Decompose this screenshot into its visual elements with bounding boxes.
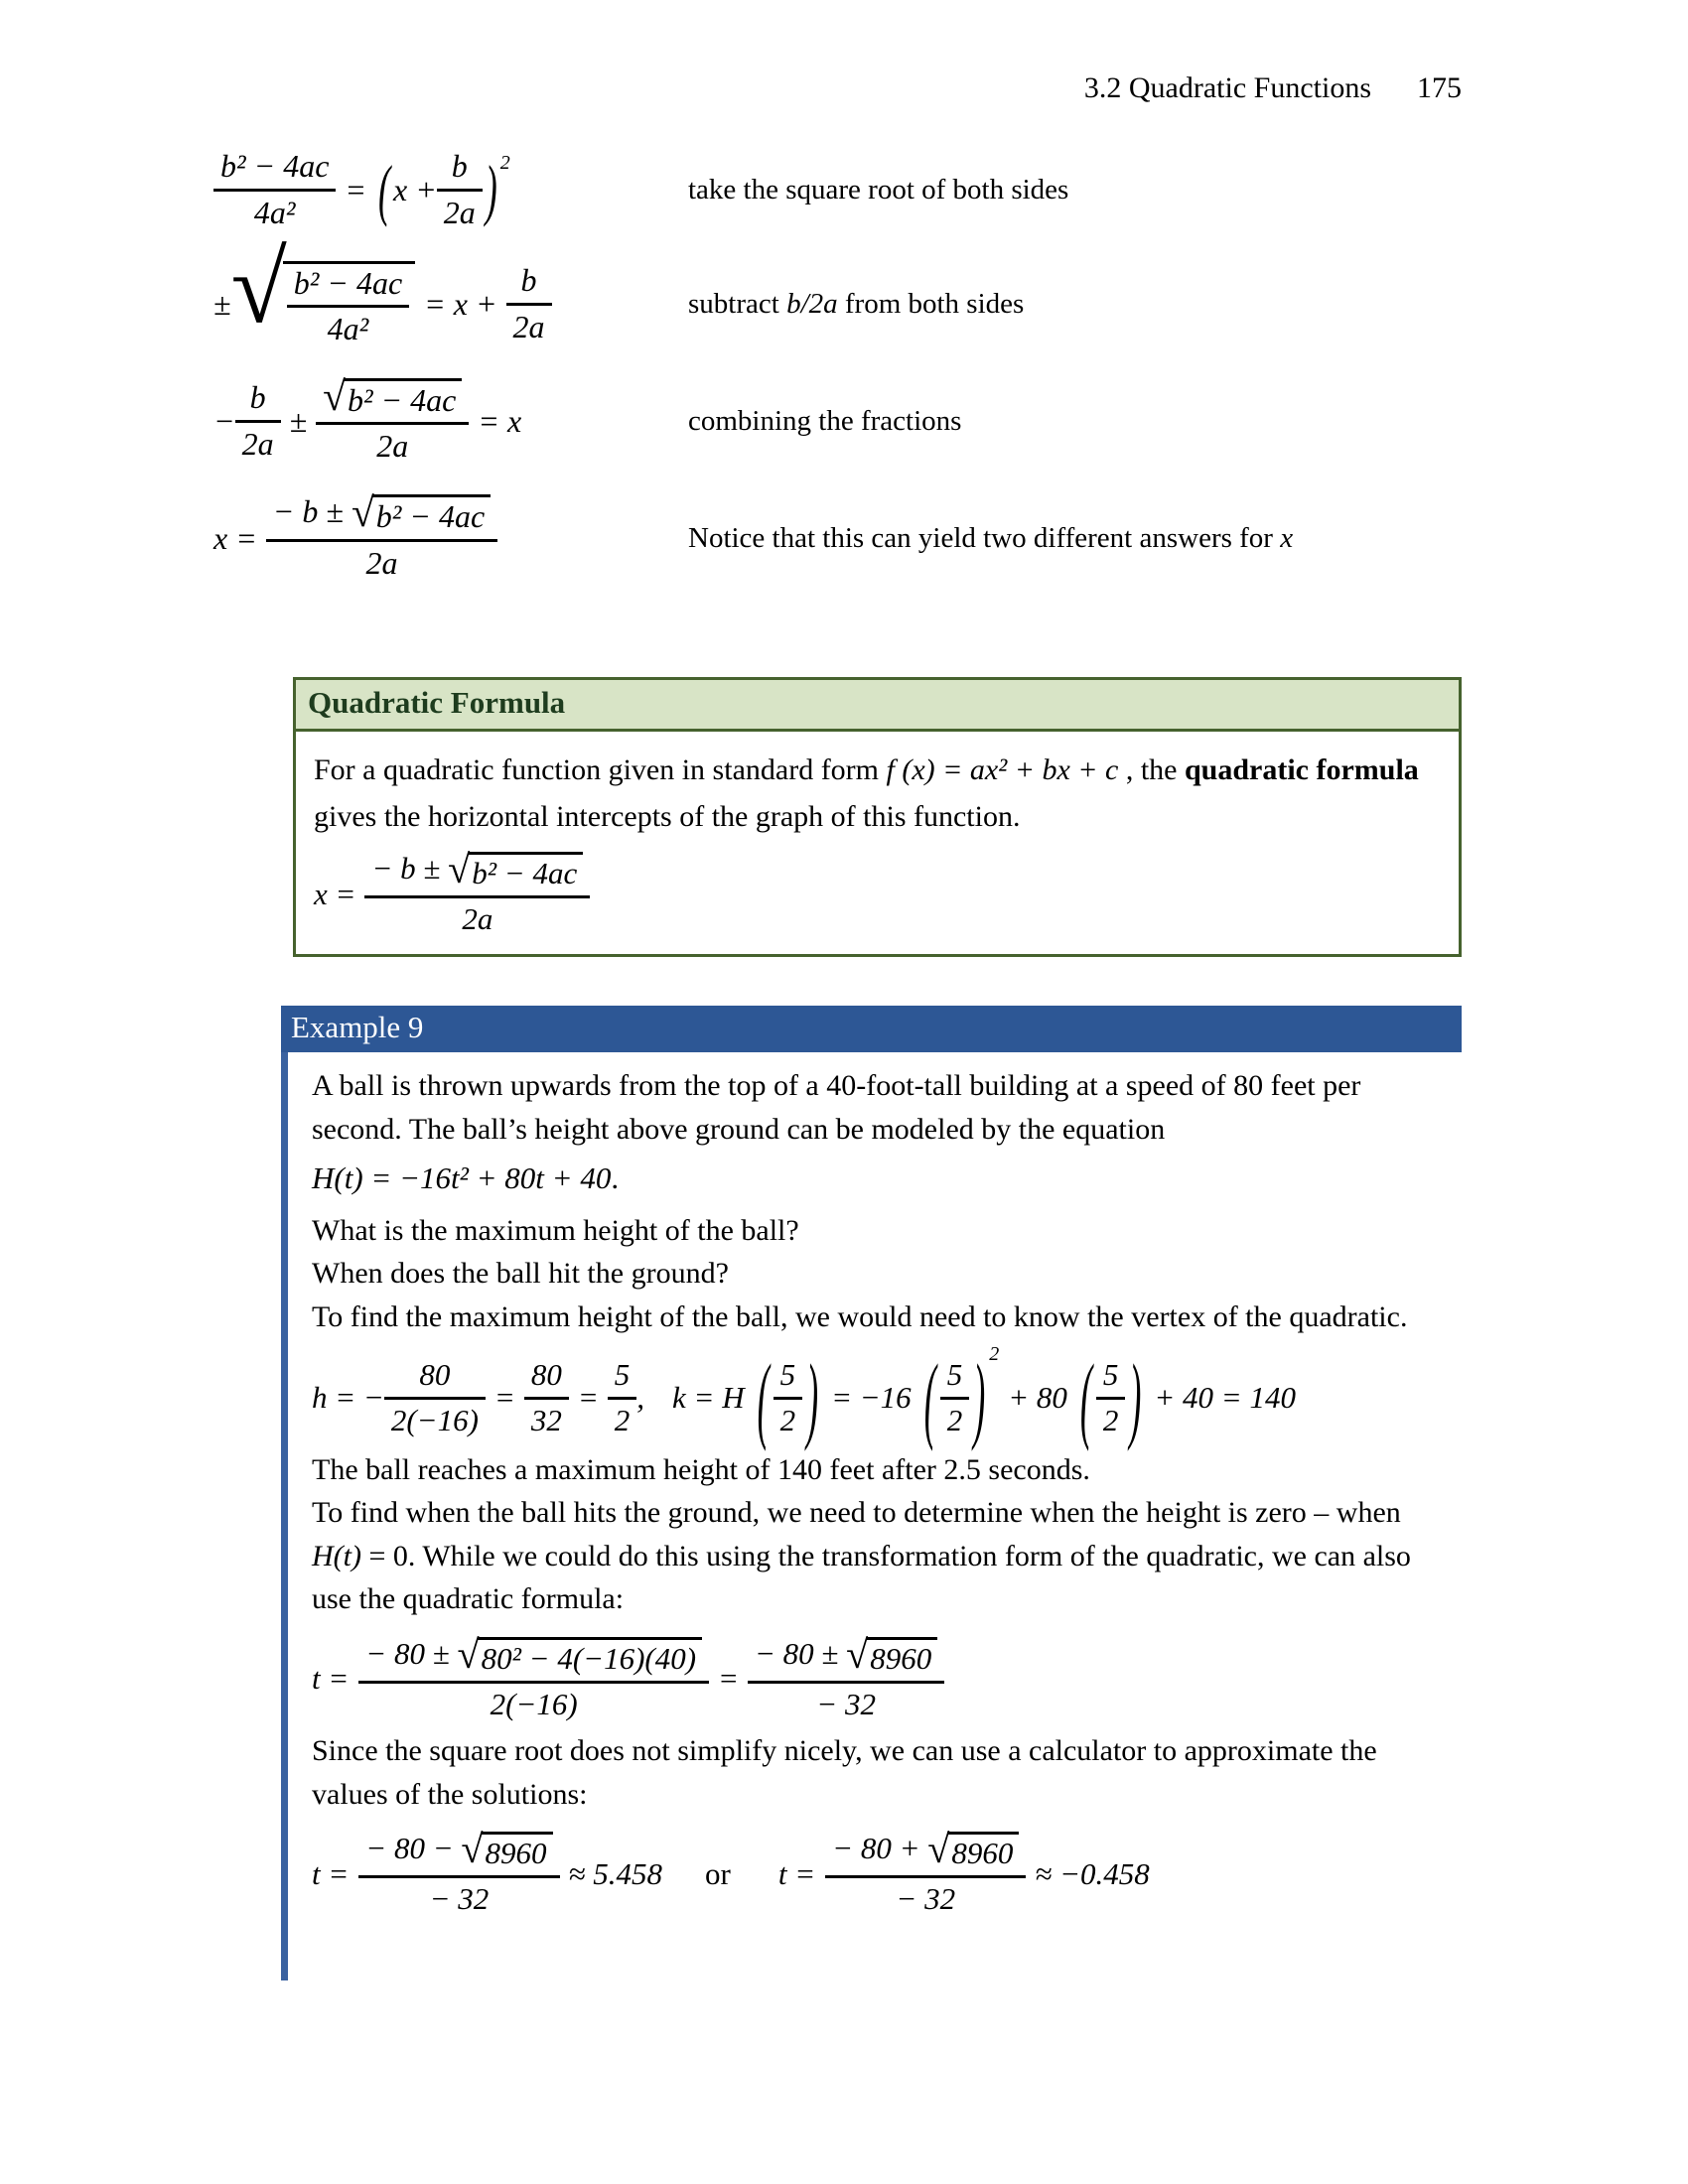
- plus-term: + 40 = 140: [1154, 1380, 1296, 1416]
- numerator: 5: [779, 1357, 796, 1393]
- numerator: [358, 1631, 709, 1681]
- fraction: [608, 1358, 637, 1437]
- denominator: − 32: [748, 1681, 944, 1722]
- text: = 0. While we could do this using the transformation form of the quadratic, we can also use the quadratic formula:: [312, 1539, 1411, 1616]
- question-1: What is the maximum height of the ball?: [312, 1213, 799, 1247]
- numerator: 5: [614, 1357, 631, 1393]
- radical-sign: √: [846, 1631, 869, 1677]
- denominator: 2(−16): [358, 1681, 709, 1722]
- equation: [213, 489, 688, 582]
- equation: [213, 372, 688, 465]
- radicand: b² − 4ac: [372, 494, 491, 535]
- quadratic-formula-box: [293, 677, 1462, 957]
- radicand: 8960: [947, 1832, 1019, 1871]
- paragraph: [314, 748, 1441, 840]
- left-paren: (: [377, 152, 390, 228]
- denominator: 32: [524, 1397, 569, 1438]
- equals-sign: =: [493, 1380, 515, 1416]
- left-paren: (: [923, 1344, 936, 1452]
- example-title: Example 9: [291, 1010, 424, 1044]
- numerator: 5: [1102, 1357, 1119, 1393]
- derivation-step-2: [213, 231, 1293, 348]
- annotation-math: x: [1280, 521, 1294, 554]
- comma: ,: [636, 1380, 645, 1416]
- or-word: or: [705, 1855, 731, 1891]
- term: − 80 ±: [754, 1635, 839, 1671]
- equals-sign: =: [345, 171, 366, 207]
- radical-sign: √: [457, 1631, 480, 1677]
- minus-sign: −: [213, 402, 235, 439]
- numerator: 80: [419, 1357, 451, 1393]
- quadratic-formula-equation: [314, 847, 1441, 936]
- inline-math: f (x) = ax² + bx + c: [886, 753, 1119, 786]
- radical: [846, 1631, 937, 1677]
- left-paren: (: [757, 1344, 770, 1452]
- denominator: 2(−16): [384, 1397, 486, 1438]
- numerator: [358, 1827, 559, 1875]
- left-paren: (: [1079, 1344, 1092, 1452]
- term: − 80 −: [365, 1831, 454, 1866]
- term: − 80 ±: [365, 1635, 450, 1671]
- right-paren: ): [1129, 1344, 1142, 1452]
- fraction: [506, 263, 552, 345]
- denominator: 2a: [266, 539, 497, 582]
- term: − 80 +: [832, 1831, 920, 1866]
- paragraph: A ball is thrown upwards from the top of a 40-foot-tall building at a speed of 80 feet per second. The ball’s height above ground can be modeled by the equation: [312, 1069, 1361, 1146]
- numerator: [266, 489, 497, 539]
- equals-sign: =: [577, 1380, 599, 1416]
- equation: [213, 231, 688, 348]
- fraction: [287, 266, 409, 348]
- radical: [461, 1827, 552, 1872]
- derivation-step-3: [213, 372, 1293, 465]
- annotation-text: from both sides: [837, 287, 1025, 320]
- fraction: [384, 1358, 486, 1437]
- annotation: [688, 405, 961, 438]
- fraction: [774, 1358, 803, 1437]
- example-box-body: [281, 1052, 1462, 1980]
- denominator: − 32: [825, 1875, 1026, 1917]
- fraction: [364, 847, 590, 936]
- numerator: b: [451, 148, 468, 184]
- plus-term: + 80: [1008, 1380, 1067, 1416]
- equation: [213, 149, 688, 231]
- term: − b ±: [272, 493, 344, 530]
- numerator: b² − 4ac: [220, 148, 330, 184]
- denominator: 4a²: [213, 189, 336, 231]
- fraction: [316, 372, 469, 465]
- lhs: h = −: [312, 1380, 384, 1416]
- vertex-equation: [312, 1343, 1450, 1452]
- annotation-math: b/2a: [786, 287, 838, 320]
- bold-term: quadratic formula: [1184, 753, 1419, 786]
- radicand: b² − 4ac: [344, 378, 462, 419]
- lhs: t =: [312, 1661, 350, 1697]
- radical: [323, 372, 462, 419]
- page-number: 175: [1417, 71, 1462, 104]
- numerator: [364, 847, 590, 895]
- box-body: [296, 732, 1459, 954]
- lhs: x =: [314, 876, 356, 911]
- paragraph: [312, 1491, 1450, 1621]
- annotation-text: Notice that this can yield two different answers for: [688, 521, 1281, 554]
- fraction: [358, 1631, 709, 1721]
- equals-term: = x +: [424, 285, 497, 322]
- approx-value: ≈ −0.458: [1035, 1855, 1150, 1891]
- annotation-text: take the square root of both sides: [688, 173, 1069, 205]
- question-2: When does the ball hit the ground?: [312, 1257, 729, 1291]
- numerator: b² − 4ac: [293, 264, 403, 301]
- radicand: 80² − 4(−16)(40): [478, 1637, 702, 1677]
- radical-sign: √: [927, 1827, 950, 1872]
- paragraph: To find the maximum height of the ball, we would need to know the vertex of the quadratic.: [312, 1299, 1408, 1333]
- radical: [448, 847, 583, 892]
- section-title: 3.2 Quadratic Functions: [1083, 71, 1371, 104]
- fraction: [358, 1827, 559, 1917]
- denominator: 2: [608, 1397, 637, 1438]
- fraction: [1096, 1358, 1126, 1437]
- denominator: 2a: [364, 895, 590, 937]
- text: , the: [1118, 753, 1185, 786]
- radicand: 8960: [482, 1832, 553, 1871]
- k-lhs: k = H: [672, 1380, 745, 1416]
- right-paren: ): [973, 1344, 986, 1452]
- right-paren: ): [806, 1344, 819, 1452]
- inline-math: H(t): [312, 1539, 361, 1572]
- radicand: 8960: [866, 1637, 937, 1677]
- paragraph: Since the square root does not simplify nicely, we can use a calculator to approximate the values of the solutions:: [312, 1734, 1377, 1811]
- fraction: [825, 1827, 1026, 1917]
- time-equation: [312, 1631, 1450, 1721]
- radical: [351, 489, 491, 536]
- paragraph: The ball reaches a maximum height of 140 feet after 2.5 seconds.: [312, 1452, 1090, 1486]
- lhs: x =: [213, 519, 257, 556]
- radicand: b² − 4ac: [468, 852, 583, 891]
- derivation-step-1: [213, 149, 1293, 231]
- inline-math: H(t) = −16t² + 80t + 40: [312, 1160, 612, 1195]
- fraction: [235, 380, 281, 463]
- right-paren: ): [485, 152, 497, 228]
- numerator: b: [520, 262, 537, 299]
- approx-value: ≈ 5.458: [568, 1855, 663, 1891]
- radical-sign: √: [323, 372, 346, 419]
- denominator: 2a: [235, 420, 281, 463]
- lhs: t =: [312, 1855, 350, 1891]
- denominator: − 32: [358, 1875, 559, 1917]
- radical-sign: √: [230, 231, 287, 344]
- derivation-block: [213, 149, 1293, 582]
- solutions-row: [312, 1827, 1450, 1917]
- annotation: [688, 522, 1293, 555]
- denominator: 2: [940, 1397, 970, 1438]
- radicand: [283, 261, 415, 348]
- denominator: 2: [1096, 1397, 1126, 1438]
- exponent: 2: [499, 151, 510, 174]
- radical: [230, 231, 416, 348]
- height-equation: [312, 1157, 1450, 1201]
- fraction: [748, 1631, 944, 1721]
- exponent: 2: [989, 1343, 1000, 1366]
- term: − b ±: [371, 851, 441, 886]
- annotation: [688, 288, 1024, 321]
- fraction: [940, 1358, 970, 1437]
- denominator: 2: [774, 1397, 803, 1438]
- text: For a quadratic function given in standard form: [314, 753, 887, 786]
- equals-term: = x: [478, 402, 522, 439]
- radical: [927, 1827, 1019, 1872]
- annotation-text: combining the fractions: [688, 404, 962, 437]
- text: To find when the ball hits the ground, we need to determine when the height is zero – when: [312, 1496, 1401, 1530]
- annotation: [688, 174, 1068, 206]
- radical: [457, 1631, 702, 1677]
- fraction: [266, 489, 497, 582]
- denominator: 2a: [316, 422, 469, 465]
- text: gives the horizontal intercepts of the graph of this function.: [314, 799, 1021, 833]
- page-header: [1084, 71, 1462, 105]
- plus-minus-sign: ±: [213, 285, 231, 322]
- box-title: Quadratic Formula: [296, 680, 1459, 732]
- equals-sign: =: [718, 1661, 739, 1697]
- equals-term: = −16: [831, 1380, 912, 1416]
- radical-sign: √: [351, 489, 374, 536]
- numerator: b: [249, 378, 266, 415]
- fraction: [437, 149, 483, 231]
- annotation-text: subtract: [688, 287, 787, 320]
- plus-minus-sign: ±: [289, 402, 308, 439]
- fraction: [524, 1358, 569, 1437]
- denominator: 2a: [506, 303, 552, 345]
- fraction: [213, 149, 336, 231]
- example-box-header: [281, 1006, 1462, 1052]
- derivation-step-4: [213, 489, 1294, 582]
- numerator: [825, 1827, 1026, 1875]
- numerator: [316, 372, 469, 422]
- text: .: [611, 1160, 620, 1195]
- denominator: 4a²: [287, 305, 409, 347]
- term: x +: [392, 171, 437, 207]
- radical-sign: √: [448, 847, 471, 892]
- numerator: 80: [530, 1357, 562, 1393]
- numerator: [748, 1631, 944, 1681]
- numerator: 5: [946, 1357, 963, 1393]
- lhs: t =: [777, 1855, 816, 1891]
- denominator: 2a: [437, 189, 483, 231]
- radical-sign: √: [461, 1827, 484, 1872]
